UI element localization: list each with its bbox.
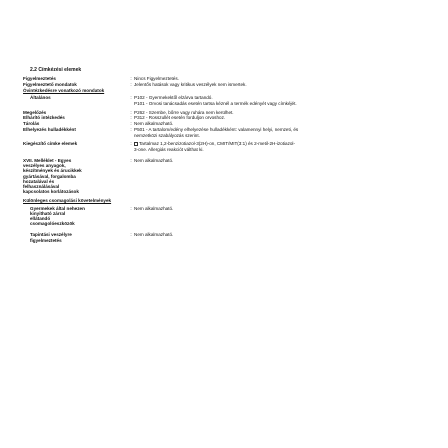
row-pictograms: [20, 76, 428, 81]
value-storage: Nem alkalmazható.: [134, 121, 174, 127]
value-pictograms: Nincs Figyelmeztetés.: [134, 76, 179, 82]
colon: :: [130, 115, 132, 121]
value-child-resistant: Nem alkalmazható.: [134, 205, 174, 211]
label-line: XVII. Melléklet - Egyes: [23, 157, 72, 163]
warning-icon: [134, 142, 138, 146]
colon: :: [130, 76, 132, 82]
label-line: Tapintási veszélyre: [30, 232, 72, 238]
row-signal-word: [20, 82, 428, 87]
label-line: kinyitható zárral: [30, 210, 66, 216]
label-supplemental: Kiegészítő címke elemek: [23, 141, 78, 147]
row-supplemental: [20, 141, 428, 152]
label-line: ellátandó: [30, 216, 51, 222]
label-prevention: Megelőzés: [23, 109, 47, 115]
row-annex-xvii: [20, 158, 428, 195]
label-line: Gyermekek által nehezen: [30, 205, 85, 211]
value-signal-word: Jelentős hatások vagy kritikus veszélyek nem ismertek.: [134, 82, 247, 88]
colon: :: [130, 95, 132, 101]
label-general: Általános: [30, 95, 51, 101]
colon: :: [130, 121, 132, 127]
label-line: készítmények és árucikkek: [23, 168, 82, 174]
value-supplemental-text: Tartalmaz 1,2-benzizotiazol-3(2H)-on, CMIT/MIT(3:1) és 2-metil-2H-izotiazol-: [139, 141, 295, 147]
label-response: Elhárító intézkedés: [23, 115, 65, 121]
colon: :: [130, 127, 132, 133]
label-child-resistant: [20, 206, 128, 227]
label-signal-word: Figyelmeztető mondatok: [23, 82, 77, 88]
value-response: P312 - Rosszullét esetén forduljon orvoshoz.: [134, 115, 226, 121]
row-disposal: [20, 127, 428, 138]
row-prevention: [20, 110, 428, 115]
value-prevention: P262 - Szembe, bőrre vagy ruhára nem kerülhet.: [134, 109, 234, 115]
row-storage: [20, 121, 428, 126]
value-disposal: [134, 127, 428, 138]
colon: :: [130, 141, 132, 147]
row-tactile-warning: [20, 232, 428, 243]
label-line: veszélyes anyagok,: [23, 162, 66, 168]
colon: :: [130, 82, 132, 88]
label-line: figyelmeztetés: [30, 237, 62, 243]
label-tactile-warning: [20, 232, 128, 243]
value-disposal-line: P501 - A tartalom/edény elhelyezése hulladékként: valamennyi helyi, nemzeti, és: [134, 127, 299, 133]
colon: :: [130, 157, 132, 163]
label-line: felhasználásával: [23, 184, 60, 190]
label-storage: Tárolás: [23, 121, 40, 127]
special-packaging-header: Különleges csomagolási követelmények: [23, 198, 112, 204]
value-general-line: P101 - Orvosi tanácsadás esetén tartsa kéznél a termék edényét vagy címkéjét.: [134, 100, 297, 106]
label-pictograms: Figyelmeztetés: [23, 76, 56, 82]
label-line: hozatalával és: [23, 178, 55, 184]
row-child-resistant: [20, 206, 428, 227]
label-disposal: Elhelyezés hulladékként: [23, 127, 76, 133]
precautionary-header: Óvintézkedésre vonatkozó mondatok: [23, 88, 105, 94]
value-general-line: P102 - Gyermekektől elzárva tartandó.: [134, 95, 213, 101]
label-line: csomagolóeszközök: [30, 221, 75, 227]
value-supplemental: [134, 141, 428, 152]
row-response: [20, 115, 428, 120]
colon: :: [130, 109, 132, 115]
value-annex-xvii: Nem alkalmazható.: [134, 157, 174, 163]
value-tactile-warning: Nem alkalmazható.: [134, 232, 174, 238]
colon: :: [130, 205, 132, 211]
colon: :: [130, 232, 132, 238]
label-line: gyártásával, forgalomba: [23, 173, 76, 179]
label-annex-xvii: [20, 158, 128, 195]
row-general: [20, 95, 428, 106]
value-supplemental-line: 3-one. Allergiás reakciót válthat ki.: [134, 146, 204, 152]
label-line: kapcsolatos korlátozások: [23, 189, 79, 195]
value-general: [134, 95, 428, 106]
value-disposal-line: nemzetközi szabályozás szerint.: [134, 132, 200, 138]
section-title: 2.2 Címkézési elemek: [30, 67, 82, 73]
